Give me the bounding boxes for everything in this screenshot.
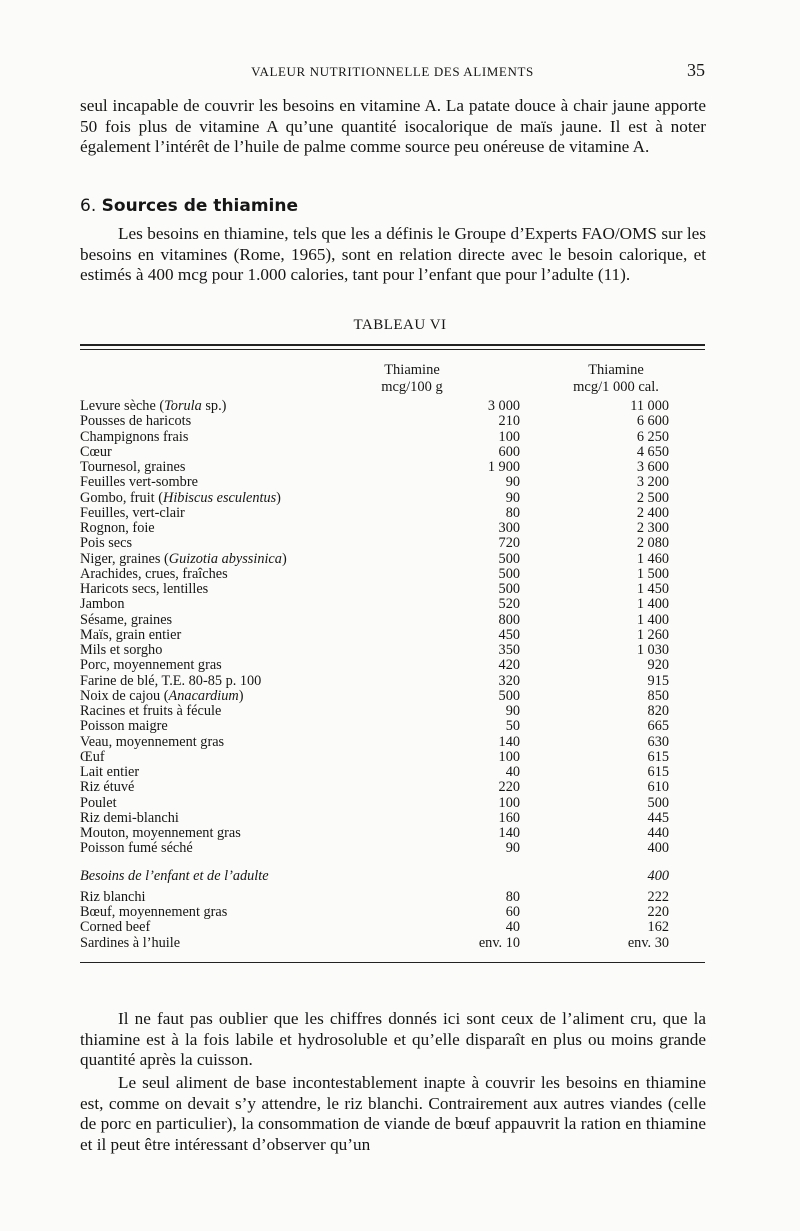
thiamine-per-1000cal: 665 — [647, 718, 669, 735]
thiamine-per-1000cal: 915 — [647, 672, 669, 689]
section-heading — [80, 196, 298, 216]
thiamine-per-1000cal: 850 — [647, 687, 669, 704]
thiamine-per-1000cal: 615 — [647, 748, 669, 765]
thiamine-per-1000cal: 3 200 — [636, 474, 669, 491]
food-name: Mouton, moyennement gras — [80, 825, 241, 841]
food-name — [80, 552, 287, 567]
thiamine-per-100g: 60 — [505, 904, 520, 920]
thiamine-per-1000cal: env. 30 — [627, 934, 669, 951]
food-name-part: sp.) — [201, 398, 227, 414]
food-name: Œuf — [80, 748, 105, 765]
food-name: Corned beef — [80, 919, 151, 936]
thiamine-per-100g: 500 — [498, 550, 520, 567]
table-row — [80, 765, 705, 780]
thiamine-per-100g: 1 900 — [487, 459, 520, 475]
food-name: Riz blanchi — [80, 888, 146, 905]
section-title: Sources de thiamine — [101, 196, 299, 216]
table-row — [80, 536, 705, 551]
thiamine-per-1000cal: 630 — [647, 733, 669, 750]
thiamine-per-100g: 100 — [498, 794, 520, 811]
food-name: Poisson maigre — [80, 718, 168, 735]
page-header — [80, 60, 705, 82]
table-row — [80, 399, 705, 414]
thiamine-per-1000cal: 6 600 — [636, 413, 669, 430]
thiamine-per-100g: 80 — [505, 888, 520, 905]
table-title: TABLEAU VI — [353, 317, 447, 333]
food-name: Maïs, grain entier — [80, 626, 182, 643]
thiamine-per-100g: 90 — [505, 489, 520, 506]
table-row — [80, 936, 705, 951]
thiamine-per-100g: 720 — [498, 535, 520, 552]
table-row — [80, 643, 705, 658]
table-row — [80, 796, 705, 811]
table-row — [80, 475, 705, 490]
food-name: Champignons frais — [80, 428, 189, 445]
thiamine-per-100g: 90 — [505, 840, 520, 857]
thiamine-per-100g: 520 — [498, 596, 520, 613]
table-row — [80, 658, 705, 673]
food-name: Rognon, foie — [80, 520, 155, 536]
column-header-line: Thiamine — [588, 362, 644, 378]
table-row — [80, 811, 705, 826]
food-name: Lait entier — [80, 764, 140, 780]
table-top-rule — [80, 344, 705, 346]
thiamine-per-100g: 50 — [505, 718, 520, 735]
food-name: Riz étuvé — [80, 779, 135, 796]
food-name-part: Noix de cajou ( — [80, 687, 169, 704]
food-name: Riz demi-blanchi — [80, 809, 179, 826]
thiamine-per-1000cal: 400 — [647, 840, 669, 857]
thiamine-per-100g: 3 000 — [487, 398, 520, 414]
food-name: Pousses de haricots — [80, 413, 192, 430]
thiamine-per-100g: 350 — [498, 642, 520, 658]
thiamine-per-100g: 600 — [498, 443, 520, 460]
food-name: Pois secs — [80, 535, 133, 552]
thiamine-per-1000cal: 4 650 — [636, 443, 669, 460]
thiamine-per-100g: env. 10 — [478, 934, 520, 951]
food-name: Arachides, crues, fraîches — [80, 565, 228, 582]
table-row — [80, 445, 705, 460]
column-header-line: mcg/100 g — [381, 379, 443, 395]
food-name — [80, 491, 281, 506]
table-row — [80, 704, 705, 719]
thiamine-per-100g: 320 — [498, 672, 520, 689]
food-name: Sésame, graines — [80, 611, 173, 628]
food-name: Farine de blé, T.E. 80-85 p. 100 — [80, 672, 262, 689]
thiamine-per-100g: 90 — [505, 703, 520, 719]
table-row — [80, 689, 705, 704]
thiamine-per-1000cal: 500 — [647, 794, 669, 811]
thiamine-per-1000cal: 2 080 — [636, 535, 669, 552]
body-paragraph: Il ne faut pas oublier que les chiffres donnés ici sont ceux de l’aliment cru, que la thiamine est à la fois labile et hydrosoluble et qu’elle disparaît en plus ou moins grande quantité après la cuisson. — [80, 1009, 706, 1069]
thiamine-per-100g: 800 — [498, 611, 520, 628]
food-name: Besoins de l’enfant et de l’adulte — [80, 867, 269, 884]
food-name: Porc, moyennement gras — [80, 657, 222, 674]
row-gap — [80, 857, 705, 869]
food-name-part: Gombo, fruit ( — [80, 489, 163, 506]
table-row — [80, 521, 705, 536]
food-name-part: ) — [276, 489, 281, 506]
scientific-name: Anacardium — [168, 687, 239, 704]
thiamine-per-1000cal: 820 — [647, 703, 669, 719]
thiamine-per-1000cal: 1 450 — [636, 581, 669, 597]
page-number: 35 — [687, 60, 705, 80]
table-row — [80, 869, 705, 884]
thiamine-per-100g: 220 — [498, 779, 520, 796]
thiamine-per-1000cal: 222 — [647, 888, 669, 905]
section-paragraph: Les besoins en thiamine, tels que les a définis le Groupe d’Experts FAO/OMS sur les besoins en vitamines (Rome, 1965), sont en relation directe avec le besoin calorique, et estimés à 400 mcg pour 1.000 calories, tant pour l’enfant que pour l’adulte (11). — [80, 224, 706, 284]
table-row — [80, 905, 705, 920]
table-row — [80, 414, 705, 429]
food-name: Mils et sorgho — [80, 642, 163, 658]
table-row — [80, 613, 705, 628]
thiamine-per-1000cal: 445 — [647, 809, 669, 826]
food-name: Veau, moyennement gras — [80, 733, 225, 750]
food-name: Bœuf, moyennement gras — [80, 904, 228, 920]
food-name — [80, 689, 243, 704]
thiamine-per-100g: 90 — [505, 474, 520, 491]
thiamine-per-100g: 450 — [498, 626, 520, 643]
table-top-rule-thin — [80, 349, 705, 350]
thiamine-per-1000cal: 2 500 — [636, 489, 669, 506]
thiamine-per-1000cal: 162 — [647, 919, 669, 936]
thiamine-per-1000cal: 400 — [647, 867, 669, 884]
thiamine-per-1000cal: 920 — [647, 657, 669, 674]
thiamine-per-1000cal: 220 — [647, 904, 669, 920]
food-name: Poisson fumé séché — [80, 840, 193, 857]
thiamine-per-1000cal: 2 400 — [636, 504, 669, 521]
table-row — [80, 506, 705, 521]
food-name-part: ) — [281, 550, 287, 567]
table-row — [80, 674, 705, 689]
thiamine-per-1000cal: 615 — [647, 764, 669, 780]
table-row — [80, 826, 705, 841]
table-row — [80, 719, 705, 734]
thiamine-per-100g: 40 — [505, 764, 520, 780]
thiamine-per-1000cal: 11 000 — [630, 398, 669, 414]
column-header-per-1000cal — [556, 362, 676, 396]
thiamine-per-1000cal: 1 030 — [636, 642, 669, 658]
thiamine-per-100g: 300 — [498, 520, 520, 536]
thiamine-per-100g: 500 — [498, 581, 520, 597]
table-row — [80, 841, 705, 856]
thiamine-per-1000cal: 1 400 — [636, 596, 669, 613]
food-name: Racines et fruits à fécule — [80, 703, 222, 719]
thiamine-per-100g: 140 — [498, 733, 520, 750]
thiamine-per-1000cal: 440 — [647, 825, 669, 841]
thiamine-per-100g: 40 — [505, 919, 520, 936]
thiamine-per-100g: 140 — [498, 825, 520, 841]
food-name-part: Levure sèche ( — [80, 398, 165, 414]
thiamine-per-1000cal: 3 600 — [636, 459, 669, 475]
food-name-part: ) — [238, 687, 244, 704]
thiamine-per-1000cal: 6 250 — [636, 428, 669, 445]
thiamine-per-100g: 80 — [505, 504, 520, 521]
scientific-name: Torula — [164, 398, 202, 414]
thiamine-table — [80, 399, 705, 951]
section-number: 6. — [80, 196, 97, 216]
food-name: Poulet — [80, 794, 117, 811]
thiamine-per-100g: 160 — [498, 809, 520, 826]
body-paragraph: Le seul aliment de base incontestablement inapte à couvrir les besoins en thiamine est, comme on devait s’y attendre, le riz blanchi. Contrairement aux autres viandes (celle de porc en particulier), la consommation de viande de bœuf appauvrit la ration en thiamine et il peut être intéressant d’observer qu’un — [80, 1073, 706, 1154]
thiamine-per-1000cal: 1 400 — [636, 611, 669, 628]
table-row — [80, 430, 705, 445]
column-header-per-100g — [362, 362, 462, 396]
table-row — [80, 567, 705, 582]
food-name: Feuilles vert-sombre — [80, 474, 198, 491]
table-row — [80, 582, 705, 597]
table-row — [80, 780, 705, 795]
table-row — [80, 735, 705, 750]
thiamine-per-100g: 500 — [498, 565, 520, 582]
food-name: Jambon — [80, 596, 125, 613]
thiamine-per-1000cal: 610 — [647, 779, 669, 796]
table-row — [80, 628, 705, 643]
thiamine-per-100g: 210 — [498, 413, 520, 430]
scientific-name: Hibiscus esculentus — [163, 489, 277, 506]
thiamine-per-100g: 100 — [498, 428, 520, 445]
table-row — [80, 597, 705, 612]
table-row — [80, 552, 705, 567]
thiamine-per-100g: 500 — [498, 687, 520, 704]
food-name: Haricots secs, lentilles — [80, 581, 209, 597]
food-name — [80, 399, 226, 414]
thiamine-per-100g: 420 — [498, 657, 520, 674]
table-row — [80, 460, 705, 475]
thiamine-per-100g: 100 — [498, 748, 520, 765]
table-row — [80, 890, 705, 905]
thiamine-per-1000cal: 2 300 — [636, 520, 669, 536]
table-row — [80, 920, 705, 935]
scientific-name: Guizotia abyssinica — [168, 550, 282, 567]
column-header-line: mcg/1 000 cal. — [573, 379, 659, 395]
food-name-part: Niger, graines ( — [80, 550, 169, 567]
food-name: Feuilles, vert-clair — [80, 504, 185, 521]
column-header-line: Thiamine — [384, 362, 440, 378]
food-name: Tournesol, graines — [80, 459, 186, 475]
table-row — [80, 491, 705, 506]
thiamine-per-1000cal: 1 500 — [636, 565, 669, 582]
food-name: Cœur — [80, 443, 112, 460]
table-row — [80, 750, 705, 765]
intro-paragraph: seul incapable de couvrir les besoins en vitamine A. La patate douce à chair jaune apporte 50 fois plus de vitamine A qu’une quantité isocalorique de maïs jaune. Il est à noter également l’intérêt de l’huile de palme comme source peu onéreuse de vitamine A. — [80, 96, 706, 156]
thiamine-per-1000cal: 1 460 — [636, 550, 669, 567]
food-name: Sardines à l’huile — [80, 934, 181, 951]
table-bottom-rule — [80, 962, 705, 963]
running-title: VALEUR NUTRITIONNELLE DES ALIMENTS — [251, 64, 534, 79]
thiamine-per-1000cal: 1 260 — [636, 626, 669, 643]
